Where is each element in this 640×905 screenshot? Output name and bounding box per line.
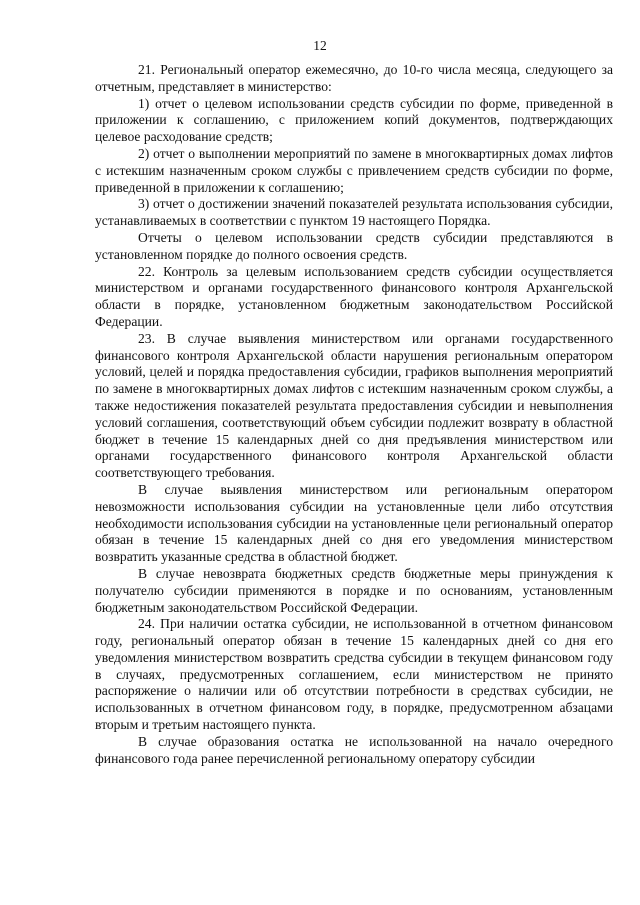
document-body (95, 62, 613, 767)
paragraph-21-reports: Отчеты о целевом использовании средств субсидии представляются в установленном порядке до полного освоения средств. (95, 229, 613, 262)
page-number: 12 (313, 38, 327, 53)
paragraph-24-remainder: В случае образования остатка не использованной на начало очередного финансового года ранее перечисленной региональному оператору субсидии (95, 733, 613, 766)
paragraph-23-impossibility: В случае выявления министерством или региональным оператором невозможности использования субсидии на установленные цели либо отсутствия необходимости использования субсидии на установленные цели региональный оператор обязан в течение 15 календарных дней со дня его уведомления министерством возвратить указанные средства в областной бюджет. (95, 481, 613, 565)
paragraph-23-enforcement: В случае невозврата бюджетных средств бюджетные меры принуждения к получателю субсидии применяются в порядке и по основаниям, установленным бюджетным законодательством Российской Федерации. (95, 565, 613, 615)
paragraph-22: 22. Контроль за целевым использованием средств субсидии осуществляется министерством и органами государственного финансового контроля Архангельской области в порядке, установленном бюджетным законодательством Российской Федерации. (95, 263, 613, 329)
paragraph-24: 24. При наличии остатка субсидии, не использованной в отчетном финансовом году, региональный оператор обязан в течение 15 календарных дней со дня его уведомления министерством возвратить средства субсидии в текущем финансовом году в случаях, предусмотренных соглашением, если министерством не принято распоряжение о наличии или об отсутствии потребности в средствах субсидии, не использованных в отчетном финансовом году, в порядке, предусмотренном абзацами вторым и третьим настоящего пункта. (95, 616, 613, 733)
paragraph-23: 23. В случае выявления министерством или органами государственного финансового контроля Архангельской области нарушения региональным оператором условий, целей и порядка предоставления субсидии, графиков выполнения мероприятий по замене в многоквартирных домах лифтов с истекшим назначенным сроком службы, а также недостижения показателей результата предоставления субсидии и невыполнения условий соглашения, соответствующий объем субсидии подлежит возврату в областной бюджет в течение 15 календарных дней со дня предъявления министерством или органами государственного финансового контроля Архангельской области соответствующего требования. (95, 330, 613, 481)
paragraph-21-item-3: 3) отчет о достижении значений показателей результата использования субсидии, устанавливаемых в соответствии с пунктом 19 настоящего Порядка. (95, 196, 613, 229)
paragraph-21-intro: 21. Региональный оператор ежемесячно, до 10-го числа месяца, следующего за отчетным, представляет в министерство: (95, 62, 613, 94)
paragraph-21-item-2: 2) отчет о выполнении мероприятий по замене в многоквартирных домах лифтов с истекшим назначенным сроком службы с привлечением средств субсидии по форме, приведенной в приложении к соглашению; (95, 145, 613, 195)
paragraph-21-item-1: 1) отчет о целевом использовании средств субсидии по форме, приведенной в приложении к соглашению, с приложением копий документов, подтверждающих целевое расходование средств; (95, 95, 613, 145)
